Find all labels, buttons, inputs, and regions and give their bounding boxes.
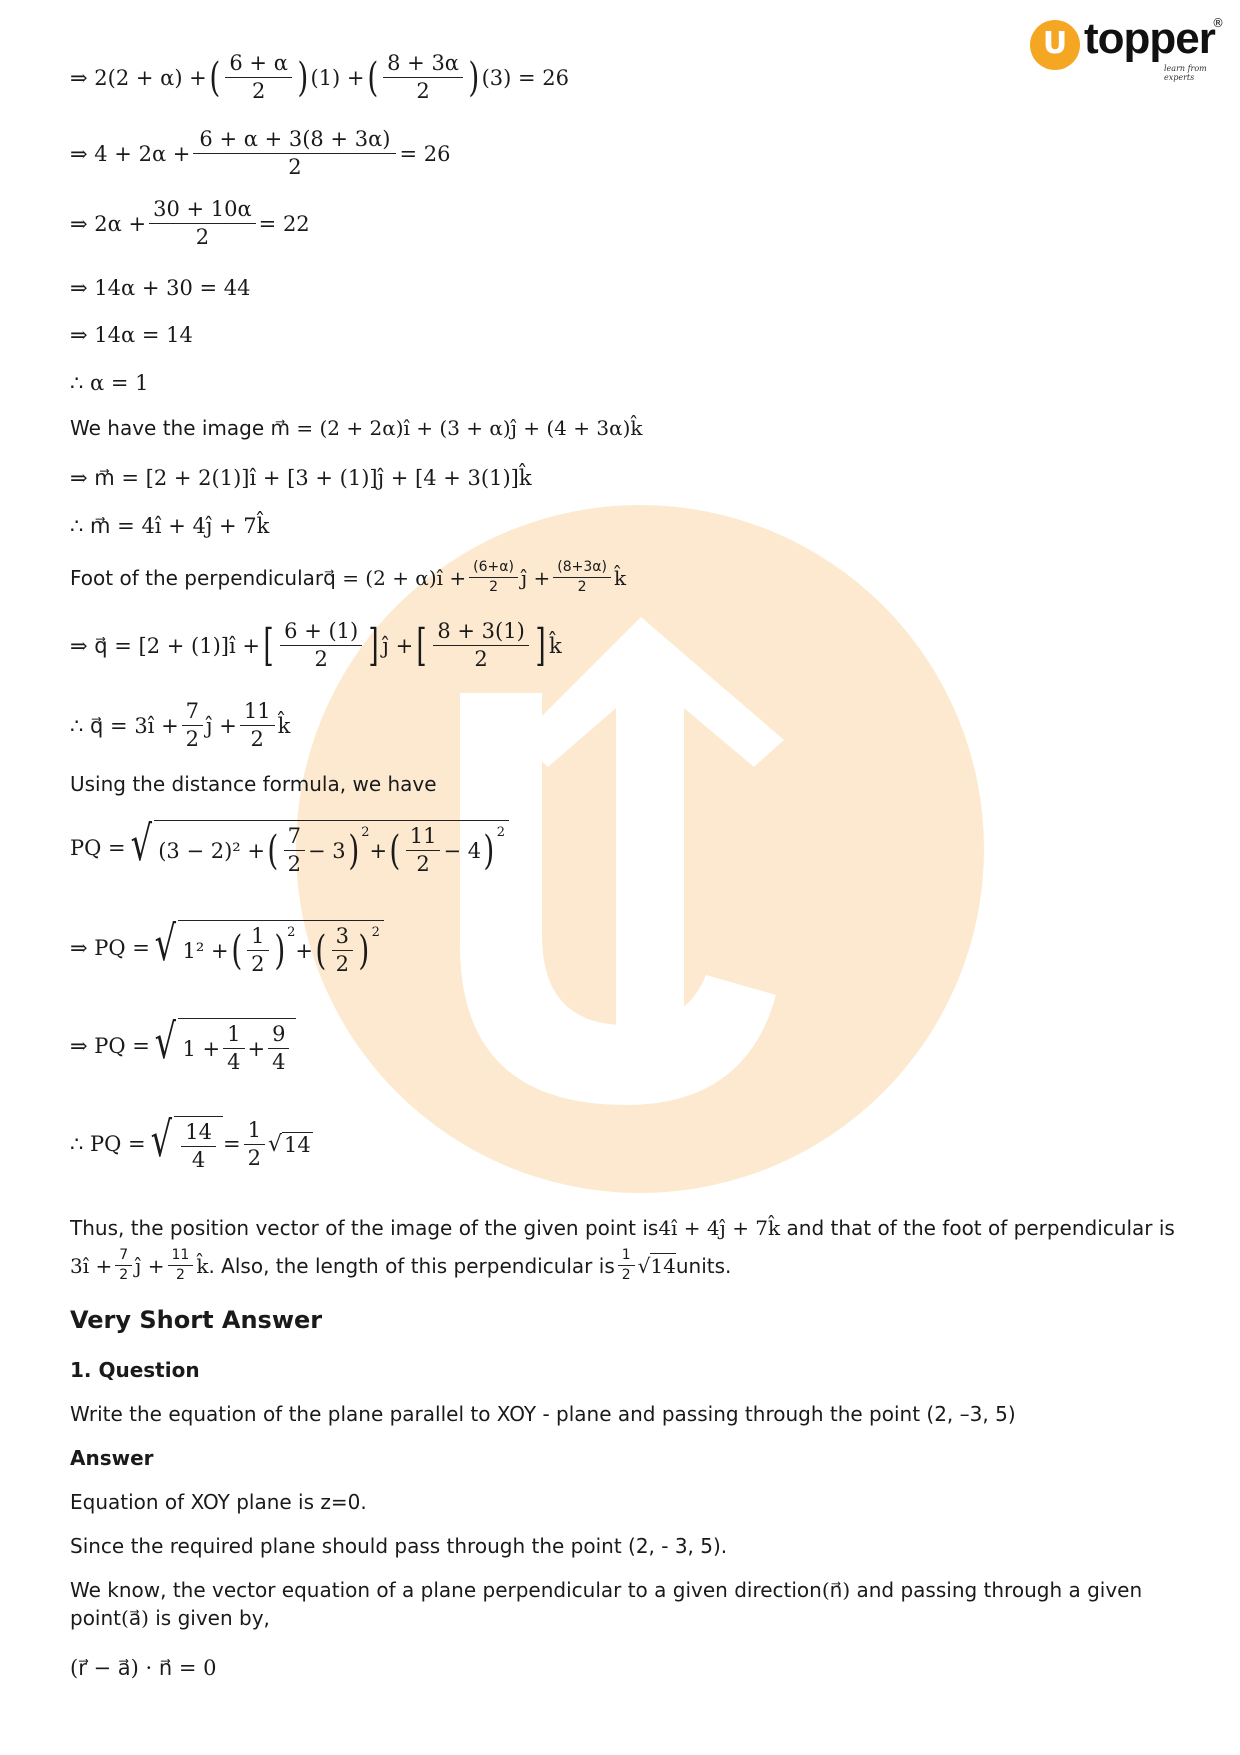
equation-line-17: ∴ PQ = √ 14 4 = $\frac{1}{2}$ √ 14	[70, 1112, 311, 1173]
eq-text: ⇒ 2(2 + α) +	[70, 65, 207, 90]
inline-math: (n⃗)	[821, 1578, 851, 1602]
conclusion-line-2: 3î + $\frac{7}{2}$ ĵ + $\frac{11}{2}$ k̂ . Also, the length of this perpendicular is 1 2 √ 14 units.	[70, 1247, 732, 1284]
answer-line-3	[70, 1578, 1142, 1602]
fraction: $\frac{11}{2}$	[240, 700, 275, 751]
eq-text: ∴ PQ =	[70, 1132, 146, 1157]
image-vector-line	[70, 416, 643, 440]
logo-badge	[1030, 20, 1080, 70]
question-label: 1. Question	[70, 1358, 200, 1382]
line-text: and passing through a given	[850, 1578, 1143, 1602]
line-text: Foot of the perpendicular	[70, 565, 324, 590]
logo-registered-mark: ®	[1212, 16, 1224, 30]
equation-line-11: ⇒ q⃗ = [2 + (1)]î + [ 6 + (1) 2 ] ĵ + [ 8 + 3(1) 2 ] k̂	[70, 619, 562, 672]
inline-math: ĵ +	[520, 565, 551, 590]
distance-formula-intro: Using the distance formula, we have	[70, 772, 437, 796]
equation-line-4: ⇒ 14α + 30 = 44	[70, 276, 251, 300]
eq-text: ⇒ q⃗ = [2 + (1)]î +	[70, 633, 260, 658]
eq-text: PQ =	[70, 836, 126, 861]
eq-text: ĵ +	[206, 713, 237, 738]
fraction: $\frac{6 + \alpha + 3(8 + 3\alpha)}{2}$	[193, 128, 396, 179]
fraction: 8 + 3α 2	[383, 52, 463, 103]
inline-math: m⃗ = (2 + 2α)î + (3 + α)ĵ + (4 + 3α)k̂	[270, 416, 643, 440]
eq-text: = 22	[258, 211, 310, 236]
eq-text: ⇒ PQ =	[70, 936, 150, 961]
square-root: √ 1 + $\frac{1}{4}$ + $\frac{9}{4}$	[150, 1018, 297, 1074]
fraction: $\frac{(6+\alpha)}{2}$	[469, 560, 518, 596]
equation-line-9: ∴ m⃗ = 4î + 4ĵ + 7k̂	[70, 514, 270, 538]
answer-label: Answer	[70, 1446, 154, 1470]
fraction: 8 + 3(1) 2	[433, 620, 528, 671]
fraction: 3 2	[332, 925, 353, 976]
eq-text: (1) +	[310, 65, 365, 90]
eq-text: k̂	[548, 633, 562, 658]
fraction: 7 2	[284, 825, 305, 876]
eq-text: ⇒ 2α +	[70, 211, 147, 236]
answer-line-2: Since the required plane should pass through the point (2, - 3, 5).	[70, 1534, 728, 1558]
equation-line-3	[70, 198, 310, 249]
logo-tagline: learn from experts	[1164, 64, 1207, 82]
fraction: 1 2	[618, 1248, 635, 1284]
inline-math: k̂	[196, 1253, 209, 1278]
line-text: point	[70, 1606, 122, 1630]
eq-text: ⇒ PQ =	[70, 1034, 150, 1059]
fraction: $\frac{1}{2}$	[244, 1119, 265, 1170]
equation-line-16	[70, 1014, 296, 1075]
logo-wordmark: topper	[1084, 14, 1215, 63]
equation-line-12	[70, 700, 290, 751]
fraction: 6 + (1) 2	[280, 620, 362, 671]
inline-math: q⃗ = (2 + α)î +	[323, 565, 467, 590]
square-root: √ (3 − 2)² + ( 7 2 − 3 ) 2 + ( 11 2 − 4 ) 2	[126, 820, 509, 876]
equation-line-15	[70, 916, 384, 977]
foot-perpendicular-line	[70, 560, 626, 596]
inline-math: 3î +	[70, 1253, 113, 1278]
line-text: units.	[675, 1253, 732, 1278]
fraction: $\frac{7}{2}$	[115, 1248, 132, 1284]
equation-line-6: ∴ α = 1	[70, 371, 149, 395]
inline-math: (a⃗)	[121, 1606, 149, 1630]
logo-badge-letter: U	[1042, 26, 1068, 61]
fraction: 14 4	[181, 1121, 216, 1172]
eq-text: ⇒ 4 + 2α +	[70, 141, 191, 166]
fraction: 1 2	[247, 925, 268, 976]
line-text: Thus, the position vector of the image of the given point is	[70, 1216, 659, 1240]
line-text: and that of the foot of perpendicular is	[780, 1216, 1175, 1240]
eq-text: (3) = 26	[481, 65, 570, 90]
line-text: is given by,	[148, 1606, 270, 1630]
fraction: $\frac{1}{4}$	[223, 1023, 244, 1074]
inline-math: 14	[650, 1254, 676, 1279]
topper-logo	[1030, 16, 1225, 86]
eq-text: ∴ q⃗ = 3î +	[70, 713, 179, 738]
fraction: 6 + α 2	[225, 52, 292, 103]
square-root: √ 14 4	[146, 1116, 223, 1172]
equation-line-1: ⇒ 2(2 + α) + ( 6 + α 2 ) (1) + ( 8 + 3α 2 ) (3) = 26	[70, 51, 570, 104]
equation-line-8: ⇒ m⃗ = [2 + 2(1)]î + [3 + (1)]ĵ + [4 + 3(1)]k̂	[70, 466, 532, 490]
equation-line-2	[70, 128, 450, 179]
answer-line-4	[70, 1606, 270, 1630]
inline-math: k̂	[613, 565, 627, 590]
fraction: $\frac{9}{4}$	[268, 1023, 289, 1074]
eq-text: = 26	[399, 141, 451, 166]
section-heading: Very Short Answer	[70, 1306, 323, 1334]
fraction: $\frac{7}{2}$	[182, 700, 203, 751]
question-text: Write the equation of the plane parallel to XOY - plane and passing through the point (2, –3, 5)	[70, 1402, 1016, 1426]
fraction: $\frac{(8+3\alpha)}{2}$	[553, 560, 611, 596]
fraction: 11 2	[406, 825, 441, 876]
fraction: $\frac{30 + 10\alpha}{2}$	[149, 198, 256, 249]
equation-line-5: ⇒ 14α = 14	[70, 323, 193, 347]
line-text: . Also, the length of this perpendicular is	[208, 1253, 615, 1278]
eq-text: k̂	[277, 713, 291, 738]
answer-line-1: Equation of XOY plane is z=0.	[70, 1490, 367, 1514]
line-text: We have the image	[70, 416, 271, 440]
inline-math: ĵ +	[135, 1253, 165, 1278]
inline-math: 4î + 4ĵ + 7k̂	[658, 1216, 781, 1240]
conclusion-line-1	[70, 1216, 1175, 1240]
eq-text: =	[222, 1132, 241, 1157]
eq-text: ĵ +	[382, 633, 414, 658]
line-text: We know, the vector equation of a plane perpendicular to a given direction	[70, 1578, 822, 1602]
fraction: $\frac{11}{2}$	[168, 1248, 194, 1284]
square-root: √ 1² + ( 1 2 ) 2 + ( 3 2 ) 2	[150, 920, 384, 976]
equation-line-14	[70, 816, 509, 877]
vector-plane-equation: (r⃗ − a⃗) · n⃗ = 0	[70, 1656, 217, 1680]
